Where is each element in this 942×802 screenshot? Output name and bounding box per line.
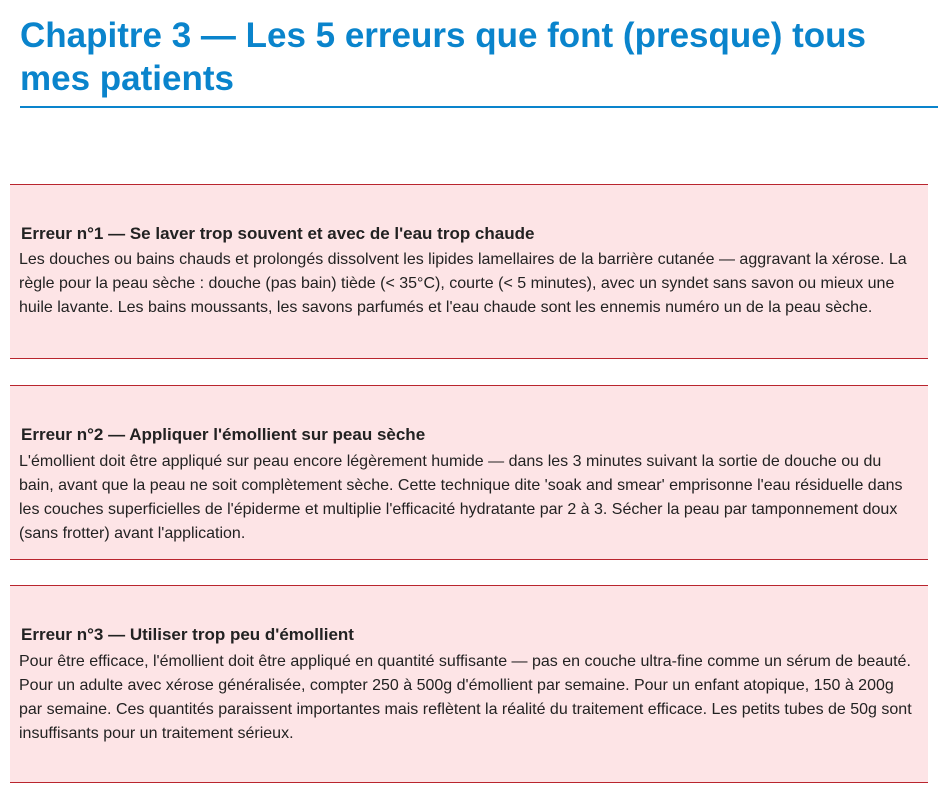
- title-divider: [20, 106, 938, 108]
- error-box-1: [10, 184, 928, 359]
- error-heading-1: Erreur n°1 — Se laver trop souvent et avec de l'eau trop chaude: [21, 224, 535, 243]
- error-heading-3: Erreur n°3 — Utiliser trop peu d'émollient: [21, 625, 354, 644]
- error-body-1: Les douches ou bains chauds et prolongés dissolvent les lipides lamellaires de la barrière cutanée — aggravant la xérose. La règle pour la peau sèche : douche (pas bain) tiède (< 35°C), courte (< 5 minutes), avec un syndet sans savon ou mieux une huile lavante. Les bains moussants, les savons parfumés et l'eau chaude sont les ennemis numéro un de la peau sèche.: [19, 251, 907, 316]
- error-body-3: Pour être efficace, l'émollient doit être appliqué en quantité suffisante — pas en couche ultra-fine comme un sérum de beauté. Pour un adulte avec xérose généralisée, compter 250 à 500g d'émollient par semaine. Pour un enfant atopique, 150 à 200g par semaine. Ces quantités paraissent importantes mais reflètent la réalité du traitement efficace. Les petits tubes de 50g sont insuffisants pour un traitement sérieux.: [19, 653, 912, 742]
- chapter-title: Chapitre 3 — Les 5 erreurs que font (presque) tous mes patients: [20, 16, 866, 98]
- error-heading-2: Erreur n°2 — Appliquer l'émollient sur peau sèche: [21, 425, 426, 444]
- error-body-2: L'émollient doit être appliqué sur peau encore légèrement humide — dans les 3 minutes suivant la sortie de douche ou du bain, avant que la peau ne soit complètement sèche. Cette technique dite 'soak and smear' emprisonne l'eau résiduelle dans les couches superficielles de l'épiderme et multiplie l'efficacité hydratante par 2 à 3. Sécher la peau par tamponnement doux (sans frotter) avant l'application.: [19, 453, 903, 542]
- error-box-2: [10, 385, 928, 560]
- error-box-3: [10, 585, 928, 783]
